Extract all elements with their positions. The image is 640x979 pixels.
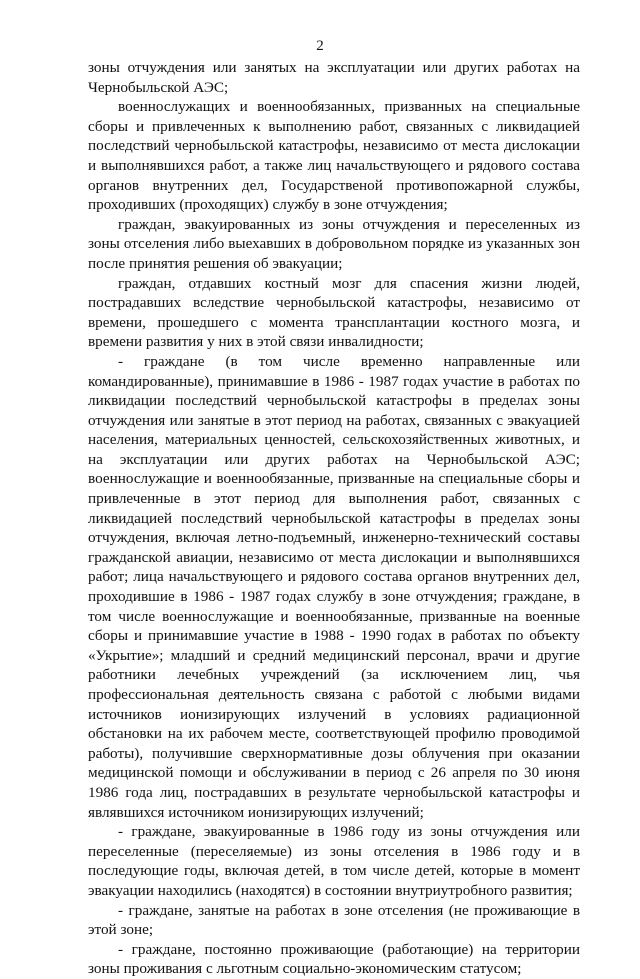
paragraph-bone-marrow-donors: граждан, отдавших костный мозг для спасения жизни людей, пострадавших вследствие чернобыльской катастрофы, независимо от времени, прошедшего с момента трансплантации костного мозга, и времени развития у них в этой связи инвалидности;	[88, 274, 580, 351]
paragraph-resettlement-zone-workers: - граждане, занятые на работах в зоне отселения (не проживающие в этой зоне;	[88, 901, 580, 939]
paragraph-liquidators-1986-1987: - граждане (в том числе временно направленные или командированные), принимавшие в 1986 - 1987 годах участие в работах по ликвидации последствий чернобыльской катастрофы в пределах зоны отчуждения или занятые в этот период на работах, связанных с эвакуацией населения, материальных ценностей, сельскохозяйственных животных, и на эксплуатации или других работах на Чернобыльской АЭС; военнослужащие и военнообязанные, призванные на специальные сборы и привлеченные в этот период для выполнения работ, связанных с ликвидацией последствий чернобыльской катастрофы в пределах зоны отчуждения, включая летно-подъемный, инженерно-технический составы гражданской авиации, независимо от места дислокации и выполнявшихся работ; лица начальствующего и рядового состава органов внутренних дел, проходившие в 1986 - 1987 годах службу в зоне отчуждения; граждане, в том числе военнослужащие и военнообязанные, призванные на военные сборы и принимавшие участие в 1988 - 1990 годах в работах по объекту «Укрытие»; младший и средний медицинский персонал, врачи и другие работники лечебных учреждений (за исключением лиц, чья профессиональная деятельность связана с работой с любыми видами источников ионизирующих излучений в условиях радиационной обстановки на их рабочем месте, соответствующей профилю проводимой работы), получившие сверхнормативные дозы облучения при оказании медицинской помощи и обслуживании в период с 26 апреля по 30 июня 1986 года лиц, пострадавших в результате чернобыльской катастрофы и являвшихся источником ионизирующих излучений;	[88, 352, 580, 821]
paragraph-preferential-status-residents: - граждане, постоянно проживающие (работающие) на территории зоны проживания с льготным социально-экономическим статусом;	[88, 940, 580, 978]
paragraph-military-personnel: военнослужащих и военнообязанных, призванных на специальные сборы и привлеченных к выполнению работ, связанных с ликвидацией последствий чернобыльской катастрофы, независимо от места дислокации и выполнявшихся работ, а также лиц начальствующего и рядового состава органов внутренних дел, Государственой противопожарной службы, проходивших (проходящих) службу в зоне отчуждения;	[88, 98, 580, 214]
page-number: 2	[316, 38, 324, 54]
paragraph-evacuated-1986: - граждане, эвакуированные в 1986 году из зоны отчуждения или переселенные (переселяемые) из зоны отселения в 1986 году и в последующие годы, включая детей, в том числе детей, которые в момент эвакуации находились (находятся) в состоянии внутриутробного развития;	[88, 823, 580, 899]
paragraph-exclusion-zone-continuation: зоны отчуждения или занятых на эксплуатации или других работах на Чернобыльской АЭС;	[88, 59, 580, 96]
document-body	[88, 58, 580, 979]
paragraph-evacuated-citizens: граждан, эвакуированных из зоны отчуждения и переселенных из зоны отселения либо выехавших в добровольном порядке из указанных зон после принятия решения об эвакуации;	[88, 215, 580, 272]
